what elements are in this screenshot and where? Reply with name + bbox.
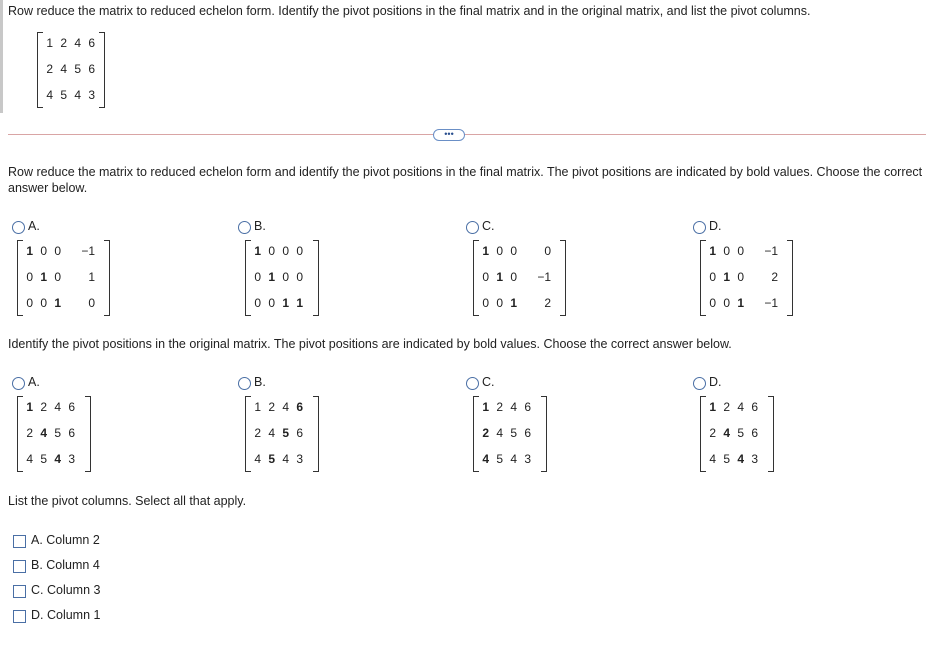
part3-option-b-label[interactable]: B. Column 4 xyxy=(31,558,100,572)
part3-option-d-checkbox[interactable] xyxy=(13,610,26,623)
part2-prompt: Identify the pivot positions in the original matrix. The pivot positions are indicated by bold values. Choose the correct answer below. xyxy=(8,337,732,351)
part2-option-a-radio[interactable] xyxy=(12,377,25,390)
part1-option-a-radio[interactable] xyxy=(12,221,25,234)
part2-option-b-radio[interactable] xyxy=(238,377,251,390)
part3-option-a-label[interactable]: A. Column 2 xyxy=(31,533,100,547)
part2-option-a-matrix: 1 2 4 6 2 4 5 6 4 5 4 3 xyxy=(17,396,91,472)
part1-option-c-matrix: 1 0 0 0 0 1 0 −1 0 0 1 2 xyxy=(473,240,566,316)
part2-option-d-radio[interactable] xyxy=(693,377,706,390)
part3-option-c-label[interactable]: C. Column 3 xyxy=(31,583,101,597)
part2-option-c-matrix: 1 2 4 6 2 4 5 6 4 5 4 3 xyxy=(473,396,547,472)
part1-option-c-radio[interactable] xyxy=(466,221,479,234)
question-accent-bar xyxy=(0,0,3,113)
part3-option-b-checkbox[interactable] xyxy=(13,560,26,573)
part3-prompt: List the pivot columns. Select all that apply. xyxy=(8,494,247,508)
part2-option-d-label[interactable]: D. xyxy=(709,375,722,389)
part1-option-b-matrix: 1 0 0 0 0 1 0 0 0 0 1 1 xyxy=(245,240,319,316)
part1-option-d-label[interactable]: D. xyxy=(709,219,722,233)
part1-option-a-matrix: 1 0 0 −1 0 1 0 1 0 0 1 0 xyxy=(17,240,110,316)
part1-option-a-label[interactable]: A. xyxy=(28,219,40,233)
part2-option-d-matrix: 1 2 4 6 2 4 5 6 4 5 4 3 xyxy=(700,396,774,472)
part1-prompt: Row reduce the matrix to reduced echelon form and identify the pivot positions in the final matrix. The pivot positions are indicated by bold values. Choose the correct answer below. xyxy=(8,165,923,195)
part2-option-b-matrix: 1 2 4 6 2 4 5 6 4 5 4 3 xyxy=(245,396,319,472)
part3-option-a-checkbox[interactable] xyxy=(13,535,26,548)
question-prompt: Row reduce the matrix to reduced echelon form. Identify the pivot positions in the final matrix and in the original matrix, and list the pivot columns. xyxy=(8,4,811,18)
part2-option-c-radio[interactable] xyxy=(466,377,479,390)
original-matrix: 1 2 4 6 2 4 5 6 4 5 4 3 xyxy=(37,32,105,108)
part2-option-b-label[interactable]: B. xyxy=(254,375,266,389)
part1-option-d-matrix: 1 0 0 −1 0 1 0 2 0 0 1 −1 xyxy=(700,240,793,316)
part1-option-b-label[interactable]: B. xyxy=(254,219,266,233)
more-button[interactable]: ••• xyxy=(433,129,465,141)
part1-option-c-label[interactable]: C. xyxy=(482,219,495,233)
part1-option-b-radio[interactable] xyxy=(238,221,251,234)
part3-option-d-label[interactable]: D. Column 1 xyxy=(31,608,101,622)
part3-option-c-checkbox[interactable] xyxy=(13,585,26,598)
part2-option-c-label[interactable]: C. xyxy=(482,375,495,389)
section-divider xyxy=(8,134,926,135)
part1-option-d-radio[interactable] xyxy=(693,221,706,234)
part2-option-a-label[interactable]: A. xyxy=(28,375,40,389)
